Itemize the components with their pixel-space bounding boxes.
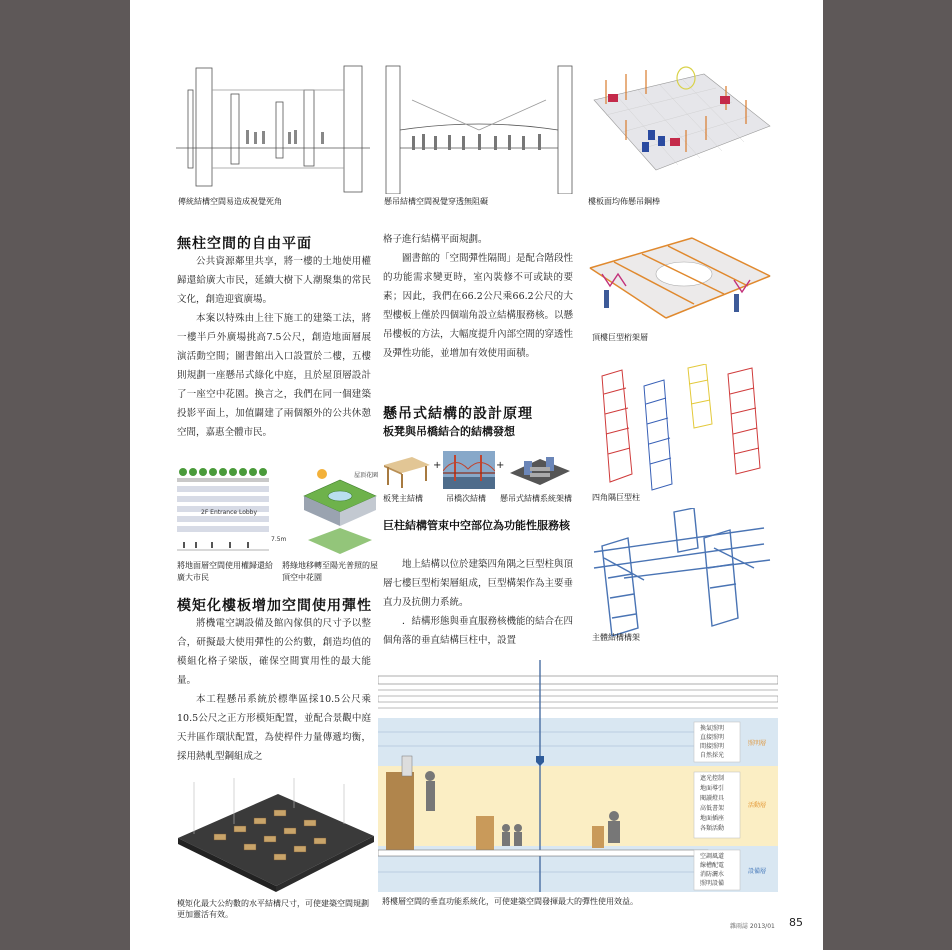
- zone-mid-label: 活動層: [748, 802, 767, 809]
- system-icon: [506, 451, 572, 489]
- zone-item: 消防灑水: [700, 871, 725, 878]
- zone-item: 照明設備: [700, 880, 725, 887]
- paragraph: 圖書館的「空間彈性隔間」是配合階段性的功能需求變更時，室內裝修不可或缺的要素；因此，我們在66.2公尺乘66.2公尺的大型樓板上僅於四個端角設立結構服務核。以懸吊樓板的方法，大幅度提升內部空間的穿透性及彈性功能，並增加有效使用面積。: [383, 253, 574, 359]
- caption-corner-columns: 四角隅巨型柱: [592, 493, 640, 502]
- paragraph: ．結構形態與垂直服務核機能的結合在四個角落的垂直結構巨柱中，設置: [383, 616, 574, 646]
- roof-truss-render: [584, 228, 776, 334]
- label-height: 7.5m: [271, 536, 287, 543]
- subheading-principle: 板凳與吊橋結合的結構發想: [383, 425, 515, 438]
- paragraph: 將機電空調設備及館內傢俱的尺寸予以整合，研擬最大使用彈性的公約數，創造均值的模組化格子梁版，確保空間實用性的最大能量。: [177, 618, 371, 686]
- zone-item: 間接照明: [700, 743, 725, 750]
- magazine-page: [130, 0, 823, 950]
- heading-core-text: 巨柱結構管束中空部位為功能性服務核: [383, 519, 570, 532]
- caption-modular: [177, 898, 373, 920]
- caption-civic: [177, 560, 273, 584]
- zone-item: 自然採光: [700, 752, 725, 759]
- paragraph: 格子進行結構平面規劃。: [383, 234, 488, 245]
- text-modular-slab: [177, 614, 371, 766]
- bridge-icon: [443, 451, 495, 489]
- zone-item: 閱讀燈具: [700, 795, 725, 802]
- modular-floor-render: [174, 774, 378, 894]
- heading-core: [383, 516, 575, 536]
- zone-item: 各類活動: [700, 825, 725, 832]
- ground-plaza-diagram: [177, 466, 287, 556]
- heading-free-plan: 無柱空間的自由平面: [177, 236, 312, 252]
- caption-civic-text: 將地面層空間使用權歸還給廣大市民: [177, 561, 273, 582]
- footer-issue: 雜雨誌 2013/01: [730, 923, 775, 930]
- label-system: 懸吊式結構系統架構: [500, 494, 572, 503]
- zone-item: 空調風道: [700, 853, 725, 860]
- zone-bottom-items: [700, 852, 724, 888]
- text-core: [383, 555, 573, 650]
- zone-bottom-label: 設備層: [748, 868, 767, 875]
- zone-item: 直接照明: [700, 734, 725, 741]
- traditional-structure-sketch: [176, 60, 370, 194]
- paragraph: 本案以特殊由上往下施工的建築工法，將一樓半戶外廣場挑高7.5公尺，創造地面層展演活動空間；圖書館出入口設置於二樓，五樓則規劃一座懸吊式綠化中庭，且於屋頂層設計了一座空中花園。換言之，我們在同一個建築投影平面上，加值闢建了兩個額外的公共休憩空間，嘉惠全體市民。: [177, 313, 371, 438]
- main-frame-render: [584, 508, 776, 648]
- zone-top-items: [700, 724, 724, 760]
- zone-item: 高低書架: [700, 805, 725, 812]
- zone-item: 換氣照明: [700, 725, 725, 732]
- label-roof-garden: 屋頂花園: [354, 472, 378, 479]
- roof-garden-diagram: [298, 466, 378, 556]
- paragraph: 地上結構以位於建築四角隅之巨型柱與頂層七樓巨型桁架層組成，巨型構架作為主要垂直力及抗側力系統。: [383, 559, 574, 608]
- caption-floor-slab: 樓板面均佈懸吊鋼棒: [588, 197, 660, 206]
- caption-traditional: 傳統結構空間易造成視覺死角: [178, 197, 282, 206]
- caption-garden: [282, 560, 378, 584]
- heading-principle: 懸吊式結構的設計原理: [383, 406, 533, 422]
- paragraph: 公共資源鄰里共享，將一樓的土地使用權歸還給廣大市民，延續大樹下人潮聚集的常民文化，創造迎賓廣場。: [177, 256, 371, 305]
- paragraph: 本工程懸吊系統於標準區採10.5公尺乘10.5公尺之正方形模矩配置，並配合景觀中庭天井區作環狀配置，為使桿件力量傳遞均衡，採用熱軋型鋼組成之: [177, 694, 371, 762]
- zone-top-label: 照明層: [748, 740, 767, 747]
- zone-item: 地面導引: [700, 785, 725, 792]
- zone-item: 地面插座: [700, 815, 725, 822]
- zone-item: 遮光控制: [700, 775, 725, 782]
- heading-modular-slab: 模矩化樓板增加空間使用彈性: [177, 598, 372, 614]
- floor-slab-render: [586, 60, 776, 192]
- caption-main-frame: 主體結構構架: [592, 633, 640, 642]
- label-bridge: 吊橋次結構: [446, 494, 486, 503]
- section-diagram: [378, 660, 778, 892]
- plus-sign: +: [496, 460, 505, 471]
- caption-roof-truss: 頂樓巨型桁架層: [592, 333, 648, 342]
- caption-section: 將樓層空間的垂直功能系統化，可使建築空間發揮最大的彈性使用效益。: [382, 897, 638, 906]
- caption-suspended: 懸吊結構空間視覺穿透無阻礙: [384, 197, 488, 206]
- caption-garden-text: 將綠地移轉至陽光普照的屋頂空中花園: [282, 561, 378, 582]
- zone-item: 線槽配電: [700, 862, 725, 869]
- text-middle: [383, 230, 573, 363]
- text-free-plan: [177, 252, 371, 442]
- page-number: 85: [789, 916, 803, 929]
- bench-icon: [382, 451, 432, 489]
- label-bench: 板凳主結構: [383, 494, 423, 503]
- zone-mid-items: [700, 774, 724, 834]
- label-entrance-lobby: 2F Entrance Lobby: [201, 509, 258, 516]
- plus-sign: +: [433, 460, 442, 471]
- caption-modular-text: 模矩化最大公約數的水平結構尺寸，可使建築空間規劃更加靈活有效。: [177, 899, 369, 919]
- corner-columns-render: [584, 364, 776, 492]
- suspended-structure-sketch: [382, 60, 576, 194]
